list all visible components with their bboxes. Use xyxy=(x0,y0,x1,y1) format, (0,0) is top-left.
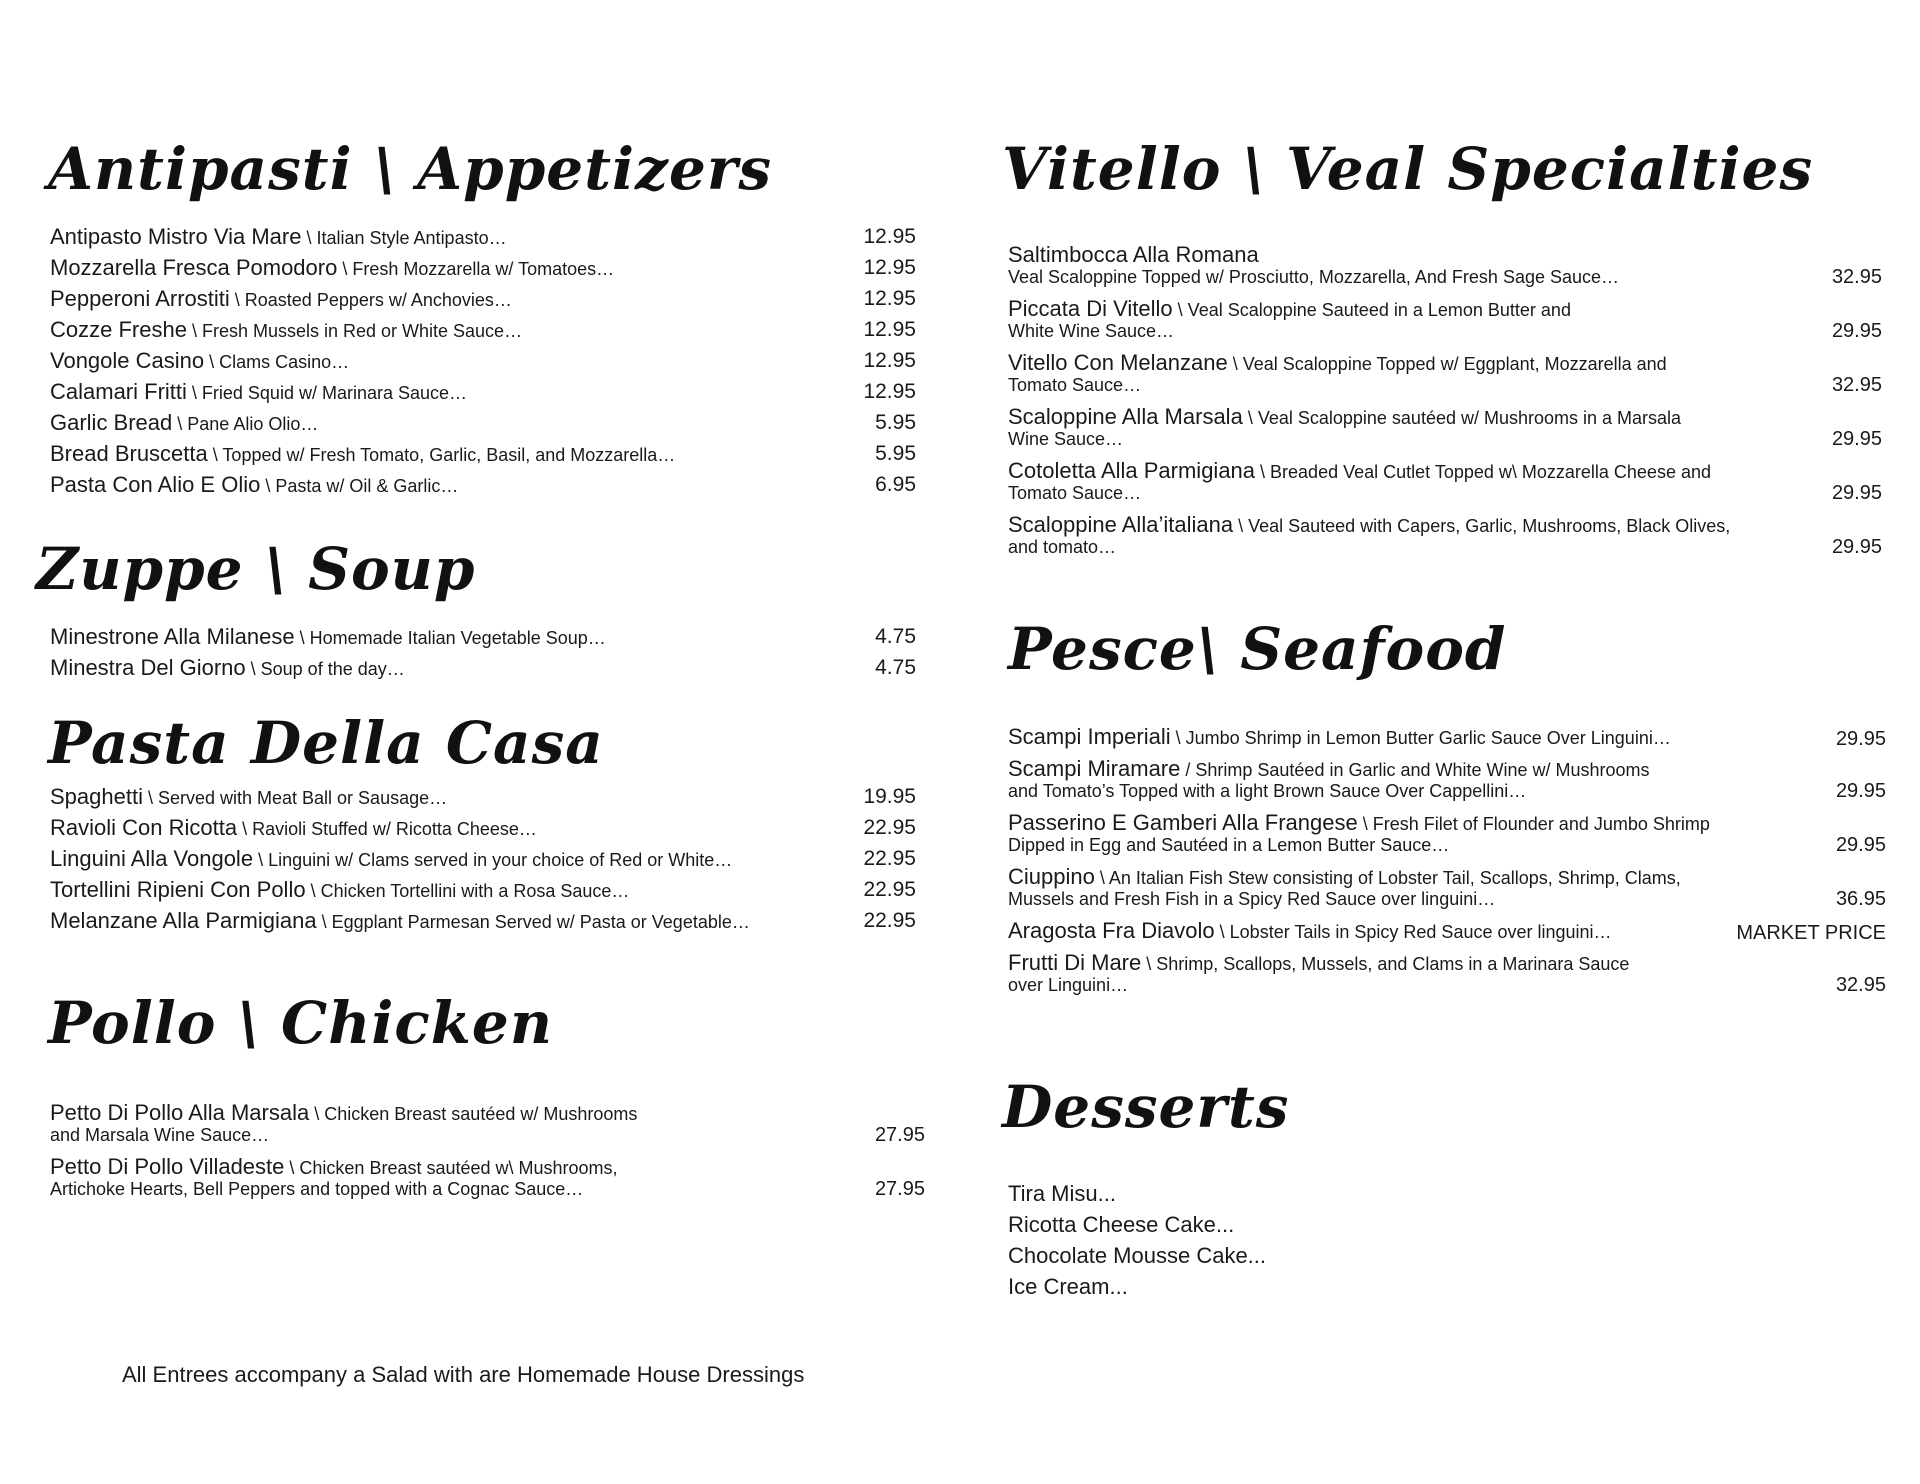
item-price: 29.95 xyxy=(1831,482,1882,504)
item-name: Ciuppino xyxy=(1008,864,1095,889)
item-desc-cont: and Marsala Wine Sauce… xyxy=(50,1125,270,1145)
heading-antipasti: Antipasti \ Appetizers xyxy=(48,135,773,203)
menu-item xyxy=(50,381,916,404)
item-name: Scaloppine Alla Marsala xyxy=(1008,404,1243,429)
item-price: MARKET PRICE xyxy=(1736,922,1886,944)
menu-item xyxy=(50,1102,925,1145)
item-desc-cont: White Wine Sauce… xyxy=(1008,321,1175,341)
item-desc: \ Ravioli Stuffed w/ Ricotta Cheese… xyxy=(237,819,537,839)
item-name: Vongole Casino xyxy=(50,348,205,373)
item-name: Cotoletta Alla Parmigiana xyxy=(1008,458,1256,483)
item-name: Scampi Miramare xyxy=(1008,756,1181,781)
item-name: Petto Di Pollo Villadeste xyxy=(50,1154,285,1179)
item-price: 12.95 xyxy=(863,380,916,403)
menu-item xyxy=(1008,866,1886,909)
item-price: 22.95 xyxy=(863,816,916,839)
item-desc: \ Chicken Tortellini with a Rosa Sauce… xyxy=(305,881,630,901)
menu-item xyxy=(1008,352,1882,395)
item-desc: / Shrimp Sautéed in Garlic and White Wine w/ Mushrooms xyxy=(1180,760,1650,780)
item-name: Saltimbocca Alla Romana xyxy=(1008,242,1259,267)
item-name: Piccata Di Vitello xyxy=(1008,296,1173,321)
item-desc: \ Served with Meat Ball or Sausage… xyxy=(142,788,448,808)
menu-item xyxy=(50,786,916,809)
item-price: 32.95 xyxy=(1831,374,1882,396)
item-desc-cont: Tomato Sauce… xyxy=(1008,483,1142,503)
item-name: Linguini Alla Vongole xyxy=(50,846,254,871)
heading-desserts: Desserts xyxy=(1002,1073,1290,1141)
menu-item xyxy=(50,350,916,373)
menu-item xyxy=(50,626,916,649)
item-name: Calamari Fritti xyxy=(50,379,187,404)
heading-zuppe: Zuppe \ Soup xyxy=(36,535,476,603)
item-desc: \ Pane Alio Olio… xyxy=(172,414,319,434)
menu-item xyxy=(50,412,916,435)
menu-item xyxy=(1008,514,1882,557)
menu-item xyxy=(1008,758,1886,801)
item-desc: \ Roasted Peppers w/ Anchovies… xyxy=(229,290,512,310)
menu-item xyxy=(50,879,916,902)
menu-item xyxy=(50,848,916,871)
item-desc: \ Italian Style Antipasto… xyxy=(301,228,507,248)
item-name: Aragosta Fra Diavolo xyxy=(1008,918,1215,943)
item-desc: \ Jumbo Shrimp in Lemon Butter Garlic Sauce Over Linguini… xyxy=(1170,728,1671,748)
menu-item xyxy=(1008,244,1882,287)
item-name: Cozze Freshe xyxy=(50,317,187,342)
item-price: 19.95 xyxy=(863,785,916,808)
menu-item xyxy=(50,817,916,840)
pesce-list xyxy=(1008,726,1886,1006)
item-price: 22.95 xyxy=(863,847,916,870)
item-price: 29.95 xyxy=(1831,536,1882,558)
item-desc-cont: over Linguini… xyxy=(1008,975,1129,995)
item-price: 29.95 xyxy=(1831,428,1882,450)
item-desc-cont: and Tomato’s Topped with a light Brown Sauce Over Cappellini… xyxy=(1008,781,1527,801)
menu-item xyxy=(1008,812,1886,855)
dessert-item: Ice Cream... xyxy=(1008,1274,1128,1299)
menu-item xyxy=(1008,298,1882,341)
pasta-list xyxy=(50,786,916,946)
item-name: Garlic Bread xyxy=(50,410,173,435)
item-desc: \ Fresh Mozzarella w/ Tomatoes… xyxy=(337,259,615,279)
menu-item xyxy=(1008,406,1882,449)
item-desc: \ Veal Scaloppine Sauteed in a Lemon Butter and xyxy=(1172,300,1571,320)
item-desc-cont: Mussels and Fresh Fish in a Spicy Red Sauce over linguini… xyxy=(1008,889,1496,909)
menu-item xyxy=(50,1156,925,1199)
item-desc: \ Veal Sauteed with Capers, Garlic, Mushrooms, Black Olives, xyxy=(1233,516,1731,536)
item-name: Frutti Di Mare xyxy=(1008,950,1142,975)
item-name: Pasta Con Alio E Olio xyxy=(50,472,261,497)
item-name: Ravioli Con Ricotta xyxy=(50,815,238,840)
item-price: 6.95 xyxy=(875,473,916,496)
item-price: 22.95 xyxy=(863,909,916,932)
item-name: Spaghetti xyxy=(50,784,143,809)
item-name: Minestrone Alla Milanese xyxy=(50,624,295,649)
item-price: 5.95 xyxy=(875,442,916,465)
item-name: Petto Di Pollo Alla Marsala xyxy=(50,1100,310,1125)
item-desc: \ Lobster Tails in Spicy Red Sauce over linguini… xyxy=(1214,922,1612,942)
item-desc: \ Shrimp, Scallops, Mussels, and Clams in a Marinara Sauce xyxy=(1141,954,1630,974)
item-price: 29.95 xyxy=(1835,780,1886,802)
item-desc: \ Homemade Italian Vegetable Soup… xyxy=(294,628,606,648)
footer-note: All Entrees accompany a Salad with are Homemade House Dressings xyxy=(122,1362,805,1387)
item-desc-cont: Veal Scaloppine Topped w/ Prosciutto, Mozzarella, And Fresh Sage Sauce… xyxy=(1008,267,1620,287)
item-name: Minestra Del Giorno xyxy=(50,655,246,680)
pollo-list xyxy=(50,1102,925,1212)
item-desc: \ Clams Casino… xyxy=(204,352,350,372)
item-desc: \ Topped w/ Fresh Tomato, Garlic, Basil, and Mozzarella… xyxy=(207,445,676,465)
item-desc: \ Linguini w/ Clams served in your choice of Red or White… xyxy=(253,850,733,870)
menu-item xyxy=(1008,952,1886,995)
menu-item xyxy=(50,443,916,466)
menu-item xyxy=(1008,920,1886,943)
item-price: 27.95 xyxy=(874,1124,925,1146)
menu-item xyxy=(1008,460,1882,503)
item-name: Pepperoni Arrostiti xyxy=(50,286,230,311)
item-desc: \ Fried Squid w/ Marinara Sauce… xyxy=(186,383,468,403)
item-price: 27.95 xyxy=(874,1178,925,1200)
item-desc: \ Fresh Filet of Flounder and Jumbo Shrimp xyxy=(1357,814,1710,834)
item-price: 36.95 xyxy=(1835,888,1886,910)
item-price: 5.95 xyxy=(875,411,916,434)
heading-pesce: Pesce\ Seafood xyxy=(1008,615,1507,683)
antipasti-list xyxy=(50,226,916,506)
item-desc-cont: Dipped in Egg and Sautéed in a Lemon Butter Sauce… xyxy=(1008,835,1450,855)
item-desc: \ Veal Scaloppine Topped w/ Eggplant, Mozzarella and xyxy=(1227,354,1667,374)
desserts-list xyxy=(1008,1182,1408,1302)
item-name: Mozzarella Fresca Pomodoro xyxy=(50,255,338,280)
item-desc: \ Soup of the day… xyxy=(245,659,405,679)
item-name: Vitello Con Melanzane xyxy=(1008,350,1228,375)
menu-item xyxy=(1008,726,1886,749)
menu-item xyxy=(50,474,916,497)
item-name: Scaloppine Alla’italiana xyxy=(1008,512,1234,537)
item-name: Tortellini Ripieni Con Pollo xyxy=(50,877,306,902)
item-desc: \ Veal Scaloppine sautéed w/ Mushrooms in a Marsala xyxy=(1242,408,1682,428)
item-price: 29.95 xyxy=(1835,834,1886,856)
item-desc: \ Breaded Veal Cutlet Topped w\ Mozzarella Cheese and xyxy=(1255,462,1711,482)
dessert-item: Tira Misu... xyxy=(1008,1181,1116,1206)
heading-pollo: Pollo \ Chicken xyxy=(48,989,553,1057)
item-name: Bread Bruscetta xyxy=(50,441,208,466)
menu-item xyxy=(50,319,916,342)
item-price: 4.75 xyxy=(875,656,916,679)
item-price: 12.95 xyxy=(863,349,916,372)
menu-item xyxy=(50,257,916,280)
item-desc: \ Chicken Breast sautéed w/ Mushrooms xyxy=(309,1104,638,1124)
item-price: 12.95 xyxy=(863,256,916,279)
item-price: 12.95 xyxy=(863,225,916,248)
menu-item xyxy=(50,657,916,680)
item-desc: \ Eggplant Parmesan Served w/ Pasta or Vegetable… xyxy=(316,912,750,932)
item-name: Scampi Imperiali xyxy=(1008,724,1171,749)
item-price: 29.95 xyxy=(1835,728,1886,750)
item-desc: \ An Italian Fish Stew consisting of Lobster Tail, Scallops, Shrimp, Clams, xyxy=(1094,868,1681,888)
item-price: 12.95 xyxy=(863,318,916,341)
item-desc-cont: Tomato Sauce… xyxy=(1008,375,1142,395)
dessert-item: Ricotta Cheese Cake... xyxy=(1008,1212,1235,1237)
item-desc-cont: Artichoke Hearts, Bell Peppers and topped with a Cognac Sauce… xyxy=(50,1179,584,1199)
item-name: Antipasto Mistro Via Mare xyxy=(50,224,302,249)
item-price: 32.95 xyxy=(1831,266,1882,288)
item-name: Passerino E Gamberi Alla Frangese xyxy=(1008,810,1358,835)
menu-item xyxy=(50,910,916,933)
item-desc-cont: Wine Sauce… xyxy=(1008,429,1124,449)
heading-pasta: Pasta Della Casa xyxy=(48,709,604,777)
item-price: 4.75 xyxy=(875,625,916,648)
item-desc: \ Fresh Mussels in Red or White Sauce… xyxy=(186,321,523,341)
vitello-list xyxy=(1008,244,1882,564)
menu-item xyxy=(50,226,916,249)
item-price: 22.95 xyxy=(863,878,916,901)
item-desc: \ Chicken Breast sautéed w\ Mushrooms, xyxy=(284,1158,618,1178)
item-desc: \ Pasta w/ Oil & Garlic… xyxy=(260,476,459,496)
dessert-item: Chocolate Mousse Cake... xyxy=(1008,1243,1267,1268)
item-price: 12.95 xyxy=(863,287,916,310)
zuppe-list xyxy=(50,626,916,686)
item-name: Melanzane Alla Parmigiana xyxy=(50,908,317,933)
heading-vitello: Vitello \ Veal Specialties xyxy=(1002,135,1814,203)
item-desc-cont: and tomato… xyxy=(1008,537,1117,557)
item-price: 32.95 xyxy=(1835,974,1886,996)
menu-item xyxy=(50,288,916,311)
item-price: 29.95 xyxy=(1831,320,1882,342)
